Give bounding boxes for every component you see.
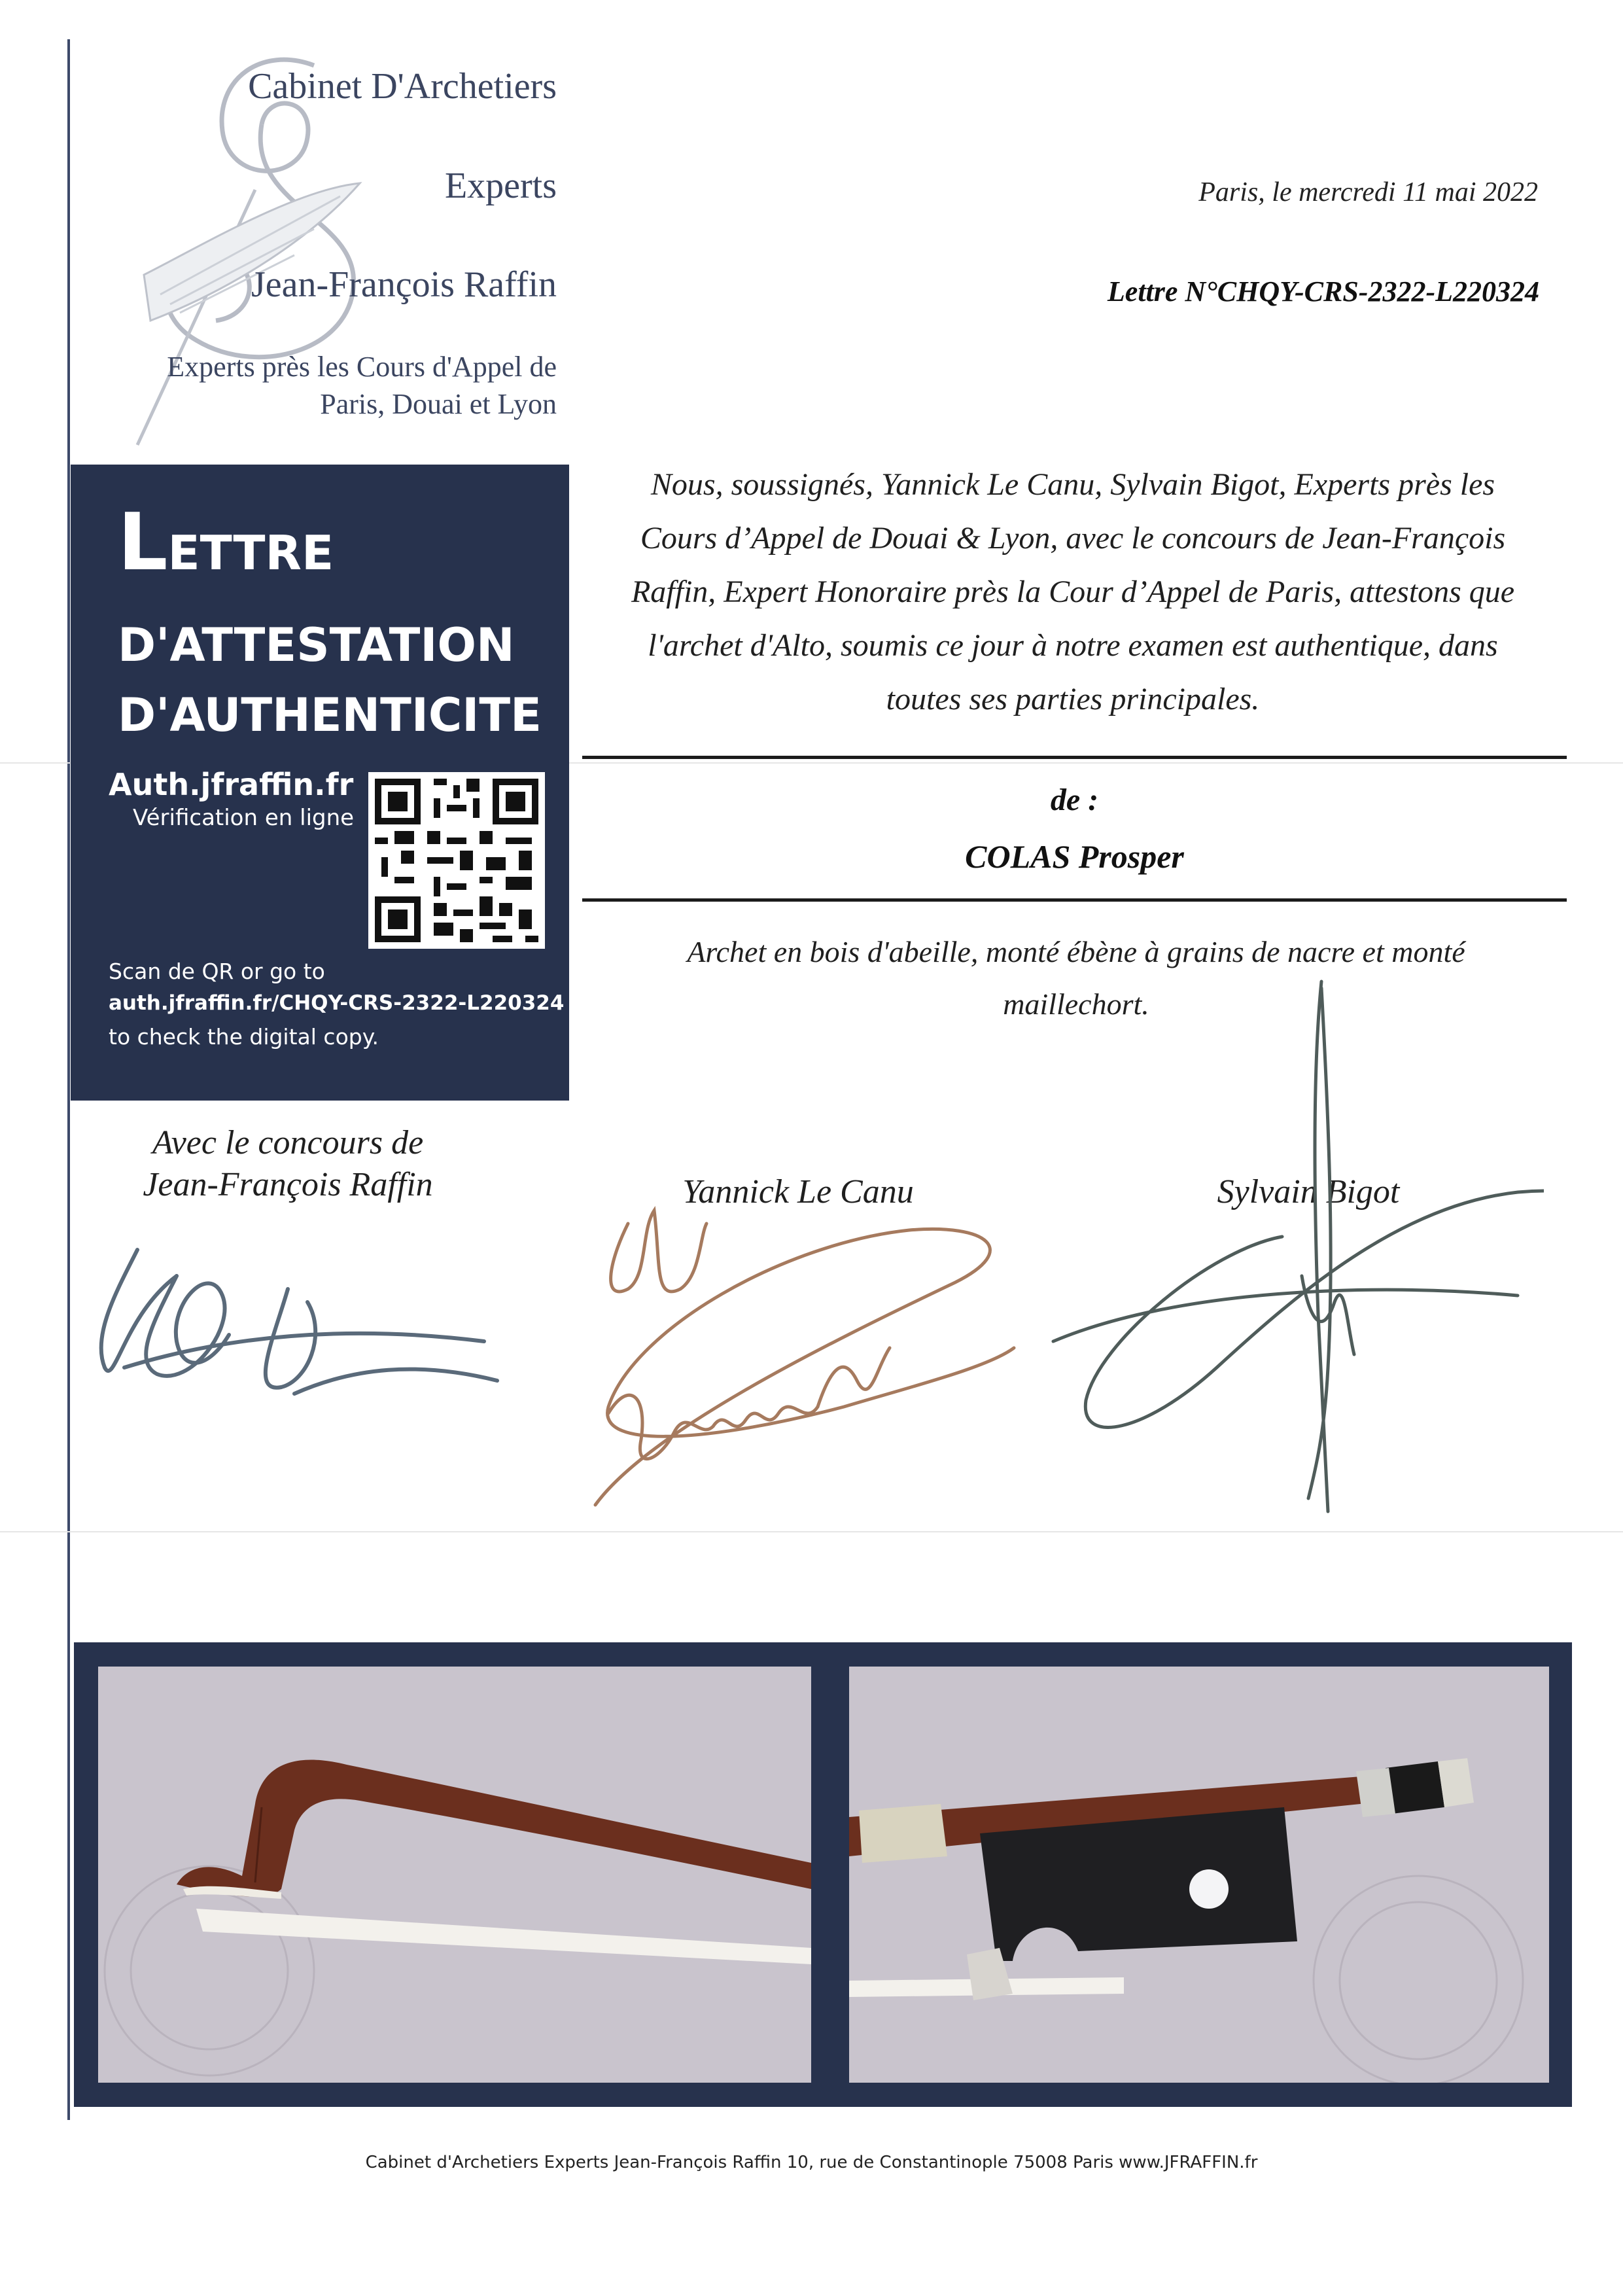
panel-title-line-3: D'AUTHENTICITE <box>118 688 542 742</box>
expert-name: Jean-François Raffin <box>251 264 557 305</box>
panel-title-rest: ETTRE <box>167 525 334 580</box>
footer-address: Cabinet d'Archetiers Experts Jean-François Raffin 10, rue de Constantinople 75008 Paris www.JFRAFFIN.fr <box>365 2153 1258 2172</box>
cabinet-name: Cabinet D'Archetiers <box>248 66 557 107</box>
certificate-panel <box>71 465 569 1101</box>
statement-line: toutes ses parties principales. <box>886 682 1260 716</box>
scan-instruction: Scan de QR or go to <box>109 959 325 984</box>
court-line-1: Experts près les Cours d'Appel de <box>167 351 557 383</box>
lecanu-signatory-label: Yannick Le Canu <box>682 1173 914 1210</box>
cabinet-subtitle: Experts <box>444 166 557 206</box>
statement-line: Raffin, Expert Honoraire près la Cour d’Appel de Paris, attestons que <box>631 574 1515 609</box>
divider-rule <box>582 898 1567 902</box>
maker-label: de : <box>1050 783 1099 817</box>
dateline: Paris, le mercredi 11 mai 2022 <box>1198 177 1538 207</box>
divider-rule <box>582 756 1567 759</box>
panel-title-initial: L <box>118 497 168 588</box>
raffin-label-line-2: Jean-François Raffin <box>143 1166 433 1203</box>
statement-line: Nous, soussignés, Yannick Le Canu, Sylvain Bigot, Experts près les <box>650 467 1495 502</box>
description-line: Archet en bois d'abeille, monté ébène à grains de nacre et monté <box>687 935 1465 968</box>
statement-line: Cours d’Appel de Douai & Lyon, avec le concours de Jean-François <box>640 521 1506 556</box>
auth-site[interactable]: Auth.jfraffin.fr <box>109 767 354 802</box>
left-margin-rule <box>67 39 70 2120</box>
raffin-signature <box>79 1237 510 1459</box>
maker-name: COLAS Prosper <box>965 838 1184 875</box>
description-line: maillechort. <box>1003 987 1149 1021</box>
online-verification-label: Vérification en ligne <box>133 805 355 831</box>
scan-instruction-end: to check the digital copy. <box>109 1024 379 1050</box>
lecanu-signature <box>569 1132 1027 1564</box>
panel-title-line-1 <box>118 497 334 588</box>
bow-head-photo <box>98 1667 811 2083</box>
qr-code-icon[interactable] <box>368 772 545 949</box>
statement-line: l'archet d'Alto, soumis ce jour à notre examen est authentique, dans <box>648 628 1498 663</box>
raffin-label-line-1: Avec le concours de <box>152 1124 424 1161</box>
scan-url[interactable]: auth.jfraffin.fr/CHQY-CRS-2322-L220324 <box>109 991 565 1015</box>
bow-photo-frame <box>74 1642 1572 2107</box>
attestation-statement <box>589 458 1557 726</box>
court-line-2: Paris, Douai et Lyon <box>320 388 557 420</box>
bigot-signatory-label: Sylvain Bigot <box>1217 1173 1400 1210</box>
bigot-signature <box>1047 975 1544 1518</box>
panel-title-line-2: D'ATTESTATION <box>118 618 515 672</box>
letter-number: Lettre N°CHQY-CRS-2322-L220324 <box>1107 275 1539 308</box>
raffin-signatory-label <box>98 1122 478 1206</box>
bow-frog-photo <box>849 1667 1549 2083</box>
